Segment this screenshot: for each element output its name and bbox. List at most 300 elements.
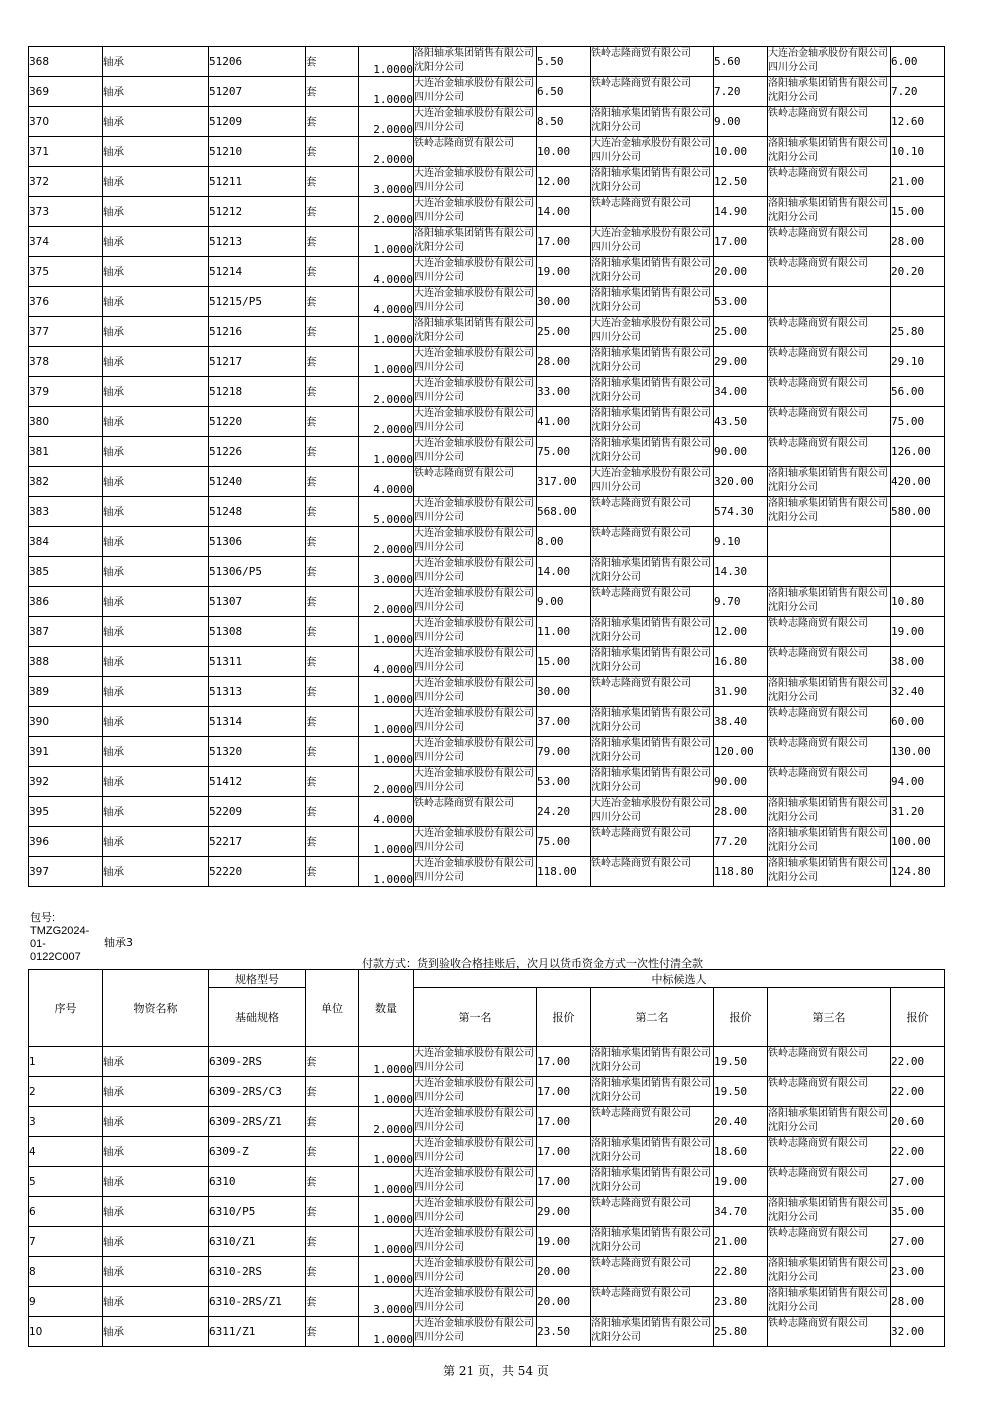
package-line: 01-	[30, 938, 46, 950]
material-cell: 轴承	[103, 527, 209, 557]
unit-cell: 套	[306, 107, 359, 137]
second-price-cell: 31.90	[714, 677, 768, 707]
qty-cell: 1.0000	[359, 47, 414, 77]
second-candidate-cell: 洛阳轴承集团销售有限公司沈阳分公司	[591, 107, 714, 137]
qty-cell: 1.0000	[359, 1167, 414, 1197]
table-row	[29, 407, 945, 437]
package-number	[30, 912, 89, 964]
third-candidate-cell: 洛阳轴承集团销售有限公司沈阳分公司	[768, 857, 891, 887]
qty-cell: 1.0000	[359, 77, 414, 107]
table-row	[29, 857, 945, 887]
header-price: 报价	[714, 988, 768, 1047]
first-price-cell: 41.00	[537, 407, 591, 437]
first-candidate-cell: 大连冶金轴承股份有限公司四川分公司	[414, 1107, 537, 1137]
second-candidate-cell: 洛阳轴承集团销售有限公司沈阳分公司	[591, 557, 714, 587]
spec-cell: 51306/P5	[209, 557, 306, 587]
third-price-cell: 10.80	[891, 587, 945, 617]
third-price-cell: 94.00	[891, 767, 945, 797]
spec-cell: 51226	[209, 437, 306, 467]
third-candidate-cell: 洛阳轴承集团销售有限公司沈阳分公司	[768, 77, 891, 107]
material-cell: 轴承	[103, 47, 209, 77]
second-price-cell: 12.50	[714, 167, 768, 197]
second-price-cell: 25.00	[714, 317, 768, 347]
qty-cell: 1.0000	[359, 437, 414, 467]
first-candidate-cell: 洛阳轴承集团销售有限公司沈阳分公司	[414, 227, 537, 257]
qty-cell: 4.0000	[359, 257, 414, 287]
seq-cell: 373	[29, 197, 103, 227]
qty-cell: 4.0000	[359, 797, 414, 827]
third-candidate-cell: 铁岭志隆商贸有限公司	[768, 347, 891, 377]
first-candidate-cell: 大连冶金轴承股份有限公司四川分公司	[414, 857, 537, 887]
first-candidate-cell: 铁岭志隆商贸有限公司	[414, 137, 537, 167]
seq-cell: 1	[29, 1047, 103, 1077]
first-candidate-cell: 大连冶金轴承股份有限公司四川分公司	[414, 767, 537, 797]
table-row	[29, 287, 945, 317]
material-cell: 轴承	[103, 707, 209, 737]
unit-cell: 套	[306, 1167, 359, 1197]
third-candidate-cell	[768, 527, 891, 557]
seq-cell: 390	[29, 707, 103, 737]
third-candidate-cell: 铁岭志隆商贸有限公司	[768, 377, 891, 407]
seq-cell: 396	[29, 827, 103, 857]
spec-cell: 51217	[209, 347, 306, 377]
unit-cell: 套	[306, 1317, 359, 1347]
first-price-cell: 24.20	[537, 797, 591, 827]
first-price-cell: 17.00	[537, 1077, 591, 1107]
third-price-cell: 19.00	[891, 617, 945, 647]
unit-cell: 套	[306, 527, 359, 557]
table-row	[29, 827, 945, 857]
third-candidate-cell: 铁岭志隆商贸有限公司	[768, 647, 891, 677]
qty-cell: 1.0000	[359, 707, 414, 737]
first-price-cell: 17.00	[537, 1137, 591, 1167]
second-candidate-cell: 洛阳轴承集团销售有限公司沈阳分公司	[591, 1317, 714, 1347]
third-candidate-cell: 洛阳轴承集团销售有限公司沈阳分公司	[768, 1287, 891, 1317]
third-candidate-cell: 洛阳轴承集团销售有限公司沈阳分公司	[768, 797, 891, 827]
spec-cell: 51210	[209, 137, 306, 167]
first-candidate-cell: 大连冶金轴承股份有限公司四川分公司	[414, 77, 537, 107]
table-row	[29, 1227, 945, 1257]
first-candidate-cell: 大连冶金轴承股份有限公司四川分公司	[414, 1137, 537, 1167]
seq-cell: 375	[29, 257, 103, 287]
first-candidate-cell: 大连冶金轴承股份有限公司四川分公司	[414, 1317, 537, 1347]
second-price-cell: 20.00	[714, 257, 768, 287]
second-price-cell: 14.30	[714, 557, 768, 587]
material-cell: 轴承	[103, 1107, 209, 1137]
unit-cell: 套	[306, 857, 359, 887]
third-candidate-cell: 洛阳轴承集团销售有限公司沈阳分公司	[768, 197, 891, 227]
unit-cell: 套	[306, 1047, 359, 1077]
unit-cell: 套	[306, 647, 359, 677]
first-price-cell: 8.00	[537, 527, 591, 557]
qty-cell: 2.0000	[359, 527, 414, 557]
qty-cell: 1.0000	[359, 827, 414, 857]
first-candidate-cell: 大连冶金轴承股份有限公司四川分公司	[414, 1287, 537, 1317]
spec-cell: 6309-2RS/C3	[209, 1077, 306, 1107]
seq-cell: 6	[29, 1197, 103, 1227]
seq-cell: 381	[29, 437, 103, 467]
third-candidate-cell: 铁岭志隆商贸有限公司	[768, 767, 891, 797]
qty-cell: 1.0000	[359, 857, 414, 887]
second-price-cell: 10.00	[714, 137, 768, 167]
header-spec: 基础规格	[209, 988, 306, 1047]
third-candidate-cell: 洛阳轴承集团销售有限公司沈阳分公司	[768, 497, 891, 527]
first-price-cell: 75.00	[537, 827, 591, 857]
seq-cell: 391	[29, 737, 103, 767]
second-candidate-cell: 洛阳轴承集团销售有限公司沈阳分公司	[591, 647, 714, 677]
spec-cell: 51214	[209, 257, 306, 287]
third-price-cell: 130.00	[891, 737, 945, 767]
first-candidate-cell: 大连冶金轴承股份有限公司四川分公司	[414, 677, 537, 707]
second-candidate-cell: 洛阳轴承集团销售有限公司沈阳分公司	[591, 1137, 714, 1167]
third-candidate-cell	[768, 287, 891, 317]
material-cell: 轴承	[103, 737, 209, 767]
package-line: 包号:	[30, 912, 56, 924]
second-candidate-cell: 洛阳轴承集团销售有限公司沈阳分公司	[591, 167, 714, 197]
table-row	[29, 1137, 945, 1167]
spec-cell: 51212	[209, 197, 306, 227]
third-price-cell: 60.00	[891, 707, 945, 737]
first-candidate-cell: 大连冶金轴承股份有限公司四川分公司	[414, 167, 537, 197]
second-price-cell: 53.00	[714, 287, 768, 317]
first-price-cell: 118.00	[537, 857, 591, 887]
second-candidate-cell: 大连冶金轴承股份有限公司四川分公司	[591, 467, 714, 497]
first-candidate-cell: 大连冶金轴承股份有限公司四川分公司	[414, 707, 537, 737]
spec-cell: 6309-Z	[209, 1137, 306, 1167]
unit-cell: 套	[306, 1137, 359, 1167]
unit-cell: 套	[306, 317, 359, 347]
material-cell: 轴承	[103, 467, 209, 497]
first-candidate-cell: 大连冶金轴承股份有限公司四川分公司	[414, 587, 537, 617]
header-seq: 序号	[29, 970, 103, 1047]
second-price-cell: 9.70	[714, 587, 768, 617]
unit-cell: 套	[306, 497, 359, 527]
second-price-cell: 20.40	[714, 1107, 768, 1137]
material-cell: 轴承	[103, 647, 209, 677]
first-price-cell: 53.00	[537, 767, 591, 797]
third-price-cell: 27.00	[891, 1227, 945, 1257]
qty-cell: 2.0000	[359, 197, 414, 227]
header-candidates: 中标候选人	[414, 970, 945, 988]
spec-cell: 51320	[209, 737, 306, 767]
material-cell: 轴承	[103, 1317, 209, 1347]
spec-cell: 51211	[209, 167, 306, 197]
table-row	[29, 257, 945, 287]
qty-cell: 2.0000	[359, 587, 414, 617]
material-cell: 轴承	[103, 167, 209, 197]
seq-cell: 376	[29, 287, 103, 317]
first-candidate-cell: 大连冶金轴承股份有限公司四川分公司	[414, 1167, 537, 1197]
header-third: 第三名	[768, 988, 891, 1047]
seq-cell: 2	[29, 1077, 103, 1107]
first-candidate-cell: 洛阳轴承集团销售有限公司沈阳分公司	[414, 47, 537, 77]
seq-cell: 3	[29, 1107, 103, 1137]
third-price-cell: 28.00	[891, 227, 945, 257]
third-candidate-cell: 铁岭志隆商贸有限公司	[768, 1137, 891, 1167]
second-price-cell: 38.40	[714, 707, 768, 737]
second-price-cell: 9.10	[714, 527, 768, 557]
seq-cell: 368	[29, 47, 103, 77]
third-candidate-cell: 洛阳轴承集团销售有限公司沈阳分公司	[768, 827, 891, 857]
second-candidate-cell: 大连冶金轴承股份有限公司四川分公司	[591, 797, 714, 827]
table-row	[29, 77, 945, 107]
table-row	[29, 617, 945, 647]
second-candidate-cell: 洛阳轴承集团销售有限公司沈阳分公司	[591, 707, 714, 737]
seq-cell: 372	[29, 167, 103, 197]
package-name: 轴承3	[104, 936, 133, 949]
first-candidate-cell: 大连冶金轴承股份有限公司四川分公司	[414, 557, 537, 587]
bid-table-top	[28, 46, 945, 887]
material-cell: 轴承	[103, 1197, 209, 1227]
payment-terms: 付款方式：货到验收合格挂账后，次月以货币资金方式一次性付清全款	[362, 957, 703, 970]
material-cell: 轴承	[103, 287, 209, 317]
seq-cell: 10	[29, 1317, 103, 1347]
third-candidate-cell: 铁岭志隆商贸有限公司	[768, 407, 891, 437]
third-price-cell: 6.00	[891, 47, 945, 77]
third-candidate-cell: 洛阳轴承集团销售有限公司沈阳分公司	[768, 1107, 891, 1137]
third-price-cell: 420.00	[891, 467, 945, 497]
third-price-cell: 10.10	[891, 137, 945, 167]
material-cell: 轴承	[103, 1167, 209, 1197]
package-line: TMZG2024-	[30, 925, 90, 937]
first-candidate-cell: 大连冶金轴承股份有限公司四川分公司	[414, 1197, 537, 1227]
second-candidate-cell: 铁岭志隆商贸有限公司	[591, 47, 714, 77]
qty-cell: 1.0000	[359, 677, 414, 707]
material-cell: 轴承	[103, 617, 209, 647]
table-row	[29, 587, 945, 617]
first-price-cell: 25.00	[537, 317, 591, 347]
first-candidate-cell: 大连冶金轴承股份有限公司四川分公司	[414, 527, 537, 557]
spec-cell: 51314	[209, 707, 306, 737]
qty-cell: 4.0000	[359, 467, 414, 497]
first-candidate-cell: 大连冶金轴承股份有限公司四川分公司	[414, 377, 537, 407]
third-price-cell: 100.00	[891, 827, 945, 857]
seq-cell: 8	[29, 1257, 103, 1287]
first-candidate-cell: 铁岭志隆商贸有限公司	[414, 797, 537, 827]
second-candidate-cell: 铁岭志隆商贸有限公司	[591, 77, 714, 107]
first-candidate-cell: 大连冶金轴承股份有限公司四川分公司	[414, 407, 537, 437]
second-price-cell: 118.80	[714, 857, 768, 887]
first-price-cell: 6.50	[537, 77, 591, 107]
qty-cell: 1.0000	[359, 617, 414, 647]
first-price-cell: 568.00	[537, 497, 591, 527]
spec-cell: 51307	[209, 587, 306, 617]
qty-cell: 1.0000	[359, 1317, 414, 1347]
second-price-cell: 16.80	[714, 647, 768, 677]
second-price-cell: 574.30	[714, 497, 768, 527]
third-candidate-cell: 铁岭志隆商贸有限公司	[768, 1317, 891, 1347]
first-price-cell: 14.00	[537, 557, 591, 587]
second-candidate-cell: 洛阳轴承集团销售有限公司沈阳分公司	[591, 1077, 714, 1107]
table-row	[29, 467, 945, 497]
material-cell: 轴承	[103, 1047, 209, 1077]
third-price-cell: 32.40	[891, 677, 945, 707]
third-price-cell: 32.00	[891, 1317, 945, 1347]
unit-cell: 套	[306, 1077, 359, 1107]
qty-cell: 2.0000	[359, 137, 414, 167]
table-row	[29, 767, 945, 797]
qty-cell: 2.0000	[359, 767, 414, 797]
second-candidate-cell: 洛阳轴承集团销售有限公司沈阳分公司	[591, 737, 714, 767]
first-candidate-cell: 大连冶金轴承股份有限公司四川分公司	[414, 197, 537, 227]
unit-cell: 套	[306, 587, 359, 617]
header-second: 第二名	[591, 988, 714, 1047]
second-candidate-cell: 铁岭志隆商贸有限公司	[591, 1257, 714, 1287]
bid-table-bottom	[28, 969, 945, 1347]
third-candidate-cell: 铁岭志隆商贸有限公司	[768, 437, 891, 467]
second-price-cell: 320.00	[714, 467, 768, 497]
table-row	[29, 377, 945, 407]
third-candidate-cell: 洛阳轴承集团销售有限公司沈阳分公司	[768, 137, 891, 167]
third-candidate-cell: 洛阳轴承集团销售有限公司沈阳分公司	[768, 587, 891, 617]
third-candidate-cell	[768, 557, 891, 587]
seq-cell: 370	[29, 107, 103, 137]
third-price-cell: 20.20	[891, 257, 945, 287]
third-candidate-cell: 铁岭志隆商贸有限公司	[768, 737, 891, 767]
unit-cell: 套	[306, 257, 359, 287]
second-price-cell: 28.00	[714, 797, 768, 827]
third-candidate-cell: 洛阳轴承集团销售有限公司沈阳分公司	[768, 1197, 891, 1227]
first-price-cell: 75.00	[537, 437, 591, 467]
unit-cell: 套	[306, 677, 359, 707]
qty-cell: 1.0000	[359, 317, 414, 347]
table-row	[29, 437, 945, 467]
qty-cell: 4.0000	[359, 647, 414, 677]
third-price-cell	[891, 287, 945, 317]
header-material: 物资名称	[103, 970, 209, 1047]
second-price-cell: 34.00	[714, 377, 768, 407]
material-cell: 轴承	[103, 77, 209, 107]
first-candidate-cell: 大连冶金轴承股份有限公司四川分公司	[414, 257, 537, 287]
table-row	[29, 47, 945, 77]
seq-cell: 7	[29, 1227, 103, 1257]
second-candidate-cell: 洛阳轴承集团销售有限公司沈阳分公司	[591, 407, 714, 437]
unit-cell: 套	[306, 1197, 359, 1227]
third-candidate-cell: 铁岭志隆商贸有限公司	[768, 227, 891, 257]
qty-cell: 3.0000	[359, 1287, 414, 1317]
third-candidate-cell: 铁岭志隆商贸有限公司	[768, 617, 891, 647]
page-footer: 第 21 页，共 54 页	[443, 1364, 549, 1378]
first-price-cell: 14.00	[537, 197, 591, 227]
second-candidate-cell: 铁岭志隆商贸有限公司	[591, 497, 714, 527]
third-candidate-cell: 洛阳轴承集团销售有限公司沈阳分公司	[768, 1257, 891, 1287]
table-row	[29, 1077, 945, 1107]
seq-cell: 369	[29, 77, 103, 107]
spec-cell: 51308	[209, 617, 306, 647]
table-row	[29, 1107, 945, 1137]
package-line: 0122C007	[30, 951, 81, 963]
second-candidate-cell: 洛阳轴承集团销售有限公司沈阳分公司	[591, 377, 714, 407]
third-price-cell: 25.80	[891, 317, 945, 347]
first-price-cell: 17.00	[537, 1107, 591, 1137]
first-price-cell: 33.00	[537, 377, 591, 407]
seq-cell: 387	[29, 617, 103, 647]
unit-cell: 套	[306, 287, 359, 317]
unit-cell: 套	[306, 167, 359, 197]
second-price-cell: 120.00	[714, 737, 768, 767]
seq-cell: 374	[29, 227, 103, 257]
third-candidate-cell: 铁岭志隆商贸有限公司	[768, 107, 891, 137]
first-candidate-cell: 大连冶金轴承股份有限公司四川分公司	[414, 617, 537, 647]
material-cell: 轴承	[103, 377, 209, 407]
table-row	[29, 1197, 945, 1227]
third-price-cell: 75.00	[891, 407, 945, 437]
seq-cell: 371	[29, 137, 103, 167]
second-candidate-cell: 大连冶金轴承股份有限公司四川分公司	[591, 137, 714, 167]
second-price-cell: 7.20	[714, 77, 768, 107]
material-cell: 轴承	[103, 197, 209, 227]
third-price-cell: 580.00	[891, 497, 945, 527]
first-price-cell: 17.00	[537, 1047, 591, 1077]
third-price-cell: 38.00	[891, 647, 945, 677]
spec-cell: 52209	[209, 797, 306, 827]
material-cell: 轴承	[103, 827, 209, 857]
first-candidate-cell: 大连冶金轴承股份有限公司四川分公司	[414, 647, 537, 677]
material-cell: 轴承	[103, 227, 209, 257]
material-cell: 轴承	[103, 857, 209, 887]
qty-cell: 1.0000	[359, 1137, 414, 1167]
third-candidate-cell: 铁岭志隆商贸有限公司	[768, 707, 891, 737]
third-price-cell: 15.00	[891, 197, 945, 227]
first-price-cell: 15.00	[537, 647, 591, 677]
first-price-cell: 19.00	[537, 1227, 591, 1257]
first-price-cell: 79.00	[537, 737, 591, 767]
table-row	[29, 1287, 945, 1317]
first-price-cell: 8.50	[537, 107, 591, 137]
second-candidate-cell: 洛阳轴承集团销售有限公司沈阳分公司	[591, 437, 714, 467]
first-price-cell: 19.00	[537, 257, 591, 287]
spec-cell: 51215/P5	[209, 287, 306, 317]
second-candidate-cell: 铁岭志隆商贸有限公司	[591, 587, 714, 617]
unit-cell: 套	[306, 347, 359, 377]
table-row	[29, 1167, 945, 1197]
spec-cell: 51213	[209, 227, 306, 257]
spec-cell: 6310/P5	[209, 1197, 306, 1227]
first-price-cell: 5.50	[537, 47, 591, 77]
spec-cell: 51313	[209, 677, 306, 707]
first-price-cell: 17.00	[537, 1167, 591, 1197]
unit-cell: 套	[306, 1107, 359, 1137]
third-price-cell: 28.00	[891, 1287, 945, 1317]
material-cell: 轴承	[103, 1287, 209, 1317]
second-candidate-cell: 洛阳轴承集团销售有限公司沈阳分公司	[591, 617, 714, 647]
material-cell: 轴承	[103, 557, 209, 587]
unit-cell: 套	[306, 767, 359, 797]
table-row	[29, 497, 945, 527]
qty-cell: 4.0000	[359, 287, 414, 317]
second-candidate-cell: 大连冶金轴承股份有限公司四川分公司	[591, 317, 714, 347]
first-candidate-cell: 洛阳轴承集团销售有限公司沈阳分公司	[414, 317, 537, 347]
seq-cell: 392	[29, 767, 103, 797]
second-candidate-cell: 铁岭志隆商贸有限公司	[591, 197, 714, 227]
spec-cell: 6309-2RS	[209, 1047, 306, 1077]
qty-cell: 1.0000	[359, 1047, 414, 1077]
table-row	[29, 137, 945, 167]
table-row	[29, 527, 945, 557]
material-cell: 轴承	[103, 437, 209, 467]
qty-cell: 2.0000	[359, 107, 414, 137]
material-cell: 轴承	[103, 317, 209, 347]
spec-cell: 51311	[209, 647, 306, 677]
first-price-cell: 20.00	[537, 1257, 591, 1287]
first-candidate-cell: 大连冶金轴承股份有限公司四川分公司	[414, 827, 537, 857]
spec-cell: 51207	[209, 77, 306, 107]
first-price-cell: 12.00	[537, 167, 591, 197]
qty-cell: 1.0000	[359, 1197, 414, 1227]
header-unit: 单位	[306, 970, 359, 1047]
third-price-cell	[891, 557, 945, 587]
second-candidate-cell: 洛阳轴承集团销售有限公司沈阳分公司	[591, 257, 714, 287]
